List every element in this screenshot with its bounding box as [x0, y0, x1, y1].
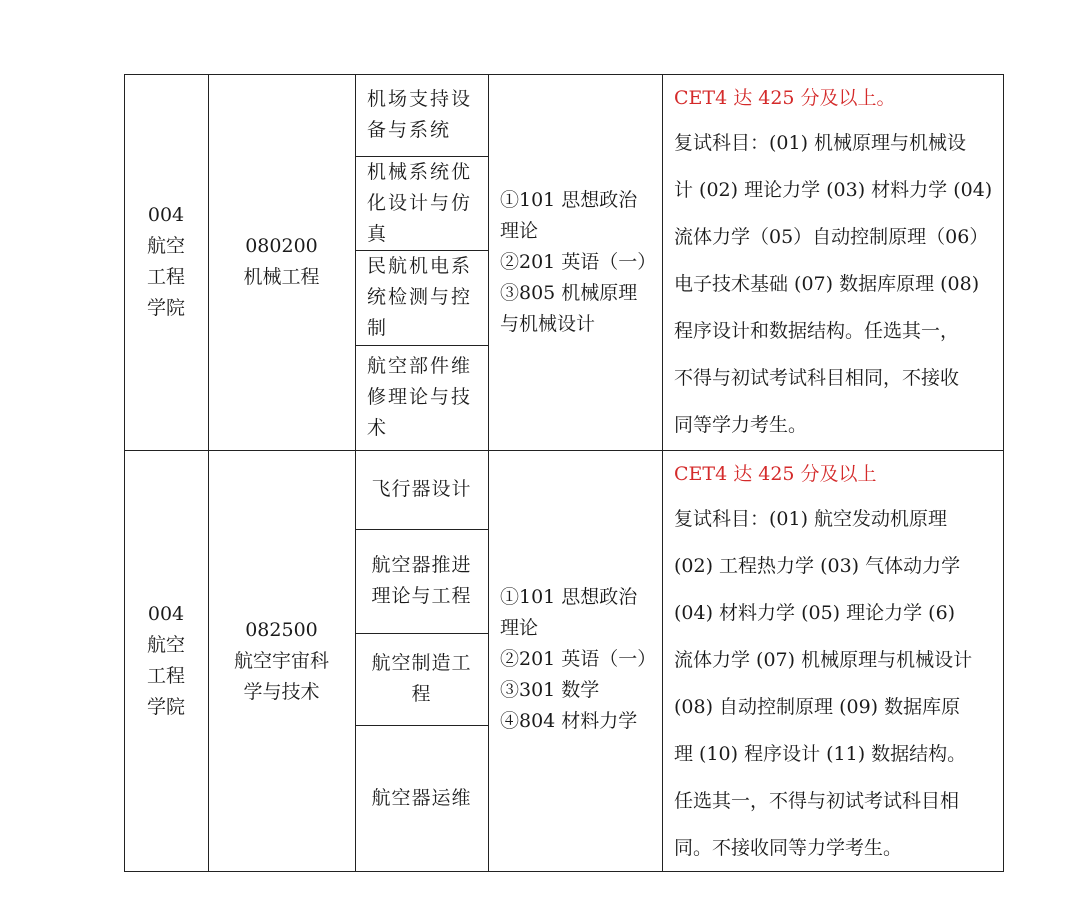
- notes-line: 同。不接收同等力学考生。: [674, 837, 903, 859]
- direction-line: 术: [367, 417, 389, 439]
- notes-line: 电子技术基础 (07) 数据库原理 (08): [674, 273, 980, 295]
- exam-subjects: [488, 582, 662, 737]
- major-name-line: 航空宇宙科: [233, 649, 329, 672]
- notes-line: 任选其一，不得与初试考试科目相: [674, 790, 960, 812]
- table-border: [1003, 74, 1004, 872]
- research-direction: [355, 156, 488, 250]
- notes-line: 同等学力考生。: [674, 414, 808, 436]
- direction-line: 统检测与控: [367, 286, 473, 308]
- exam-subjects: [488, 185, 662, 340]
- notes-line: 复试科目：(01) 航空发动机原理: [674, 508, 948, 530]
- direction-line: 航空制造工: [371, 652, 472, 674]
- exam-line: ④804 材料力学: [500, 710, 638, 732]
- exam-line: ②201 英语（一）: [500, 251, 657, 273]
- cet4-requirement: CET4 达 425 分及以上。: [674, 87, 896, 109]
- divider: [355, 345, 488, 346]
- exam-line: ③301 数学: [500, 679, 600, 701]
- divider: [355, 725, 488, 726]
- notes-line: 计 (02) 理论力学 (03) 材料力学 (04): [674, 179, 993, 201]
- research-direction: [355, 74, 488, 156]
- table-row: [124, 74, 1004, 450]
- college-cell: [124, 74, 208, 450]
- direction-line: 程: [411, 683, 432, 705]
- college-name-line: 工程: [146, 266, 185, 288]
- exam-line: ①101 思想政治: [500, 586, 638, 608]
- notes-line: 理 (10) 程序设计 (11) 数据结构。: [674, 743, 967, 765]
- major-code: 082500: [245, 618, 318, 641]
- notes-line: (04) 材料力学 (05) 理论力学 (6): [674, 602, 956, 624]
- table-border: [124, 871, 1004, 872]
- exam-line: ②201 英语（一）: [500, 648, 657, 670]
- research-direction: [355, 529, 488, 633]
- notes-line: 流体力学 (07) 机械原理与机械设计: [674, 649, 973, 671]
- exam-line: ①101 思想政治: [500, 189, 638, 211]
- direction-line: 备与系统: [367, 119, 452, 141]
- direction-line: 航空器运维: [371, 787, 472, 809]
- table-border: [124, 450, 1004, 451]
- college-name-line: 航空: [146, 235, 185, 257]
- notes-line: (08) 自动控制原理 (09) 数据库原: [674, 696, 961, 718]
- research-direction: [355, 725, 488, 872]
- college-name-line: 航空: [146, 634, 185, 656]
- research-direction: [355, 345, 488, 450]
- notes-line: 程序设计和数据结构。任选其一，: [674, 320, 960, 342]
- table-border: [124, 74, 1004, 75]
- admissions-table: [124, 74, 1004, 872]
- table-border: [355, 74, 356, 872]
- research-direction: [355, 450, 488, 529]
- college-name-line: 学院: [146, 297, 185, 319]
- research-direction: [355, 250, 488, 345]
- notes-line: 流体力学（05）自动控制原理（06）: [674, 226, 989, 248]
- college-code: 004: [147, 603, 185, 625]
- table-border: [662, 74, 663, 872]
- major-code: 080200: [245, 235, 318, 257]
- table-border: [208, 74, 209, 872]
- research-direction: [355, 633, 488, 725]
- direction-line: 航空器推进: [371, 554, 472, 576]
- direction-line: 修理论与技: [367, 386, 473, 408]
- college-name-line: 工程: [146, 665, 185, 687]
- exam-line: 与机械设计: [500, 313, 596, 335]
- divider: [355, 529, 488, 530]
- major-name-line: 学与技术: [243, 680, 320, 703]
- direction-line: 机场支持设: [367, 88, 473, 110]
- table-border: [124, 74, 125, 872]
- direction-line: 飞行器设计: [371, 478, 472, 500]
- table-border: [488, 74, 489, 872]
- notes: [662, 76, 1004, 449]
- college-cell: [124, 450, 208, 872]
- exam-line: 理论: [500, 220, 539, 242]
- cet4-requirement: CET4 达 425 分及以上: [674, 463, 877, 485]
- direction-line: 真: [367, 222, 389, 245]
- direction-line: 机械系统优: [367, 160, 473, 183]
- major-name-line: 机械工程: [243, 266, 320, 288]
- major-cell: [208, 450, 355, 872]
- exam-line: 理论: [500, 617, 539, 639]
- notes-line: 复试科目：(01) 机械原理与机械设: [674, 132, 967, 154]
- notes-line: (02) 工程热力学 (03) 气体动力学: [674, 555, 961, 577]
- divider: [355, 156, 488, 157]
- table-row: [124, 450, 1004, 872]
- college-name-line: 学院: [146, 696, 185, 718]
- notes-line: 不得与初试考试科目相同，不接收: [674, 367, 960, 389]
- direction-line: 制: [367, 317, 389, 339]
- direction-line: 化设计与仿: [367, 191, 473, 214]
- divider: [355, 633, 488, 634]
- notes: [662, 452, 1004, 872]
- direction-line: 航空部件维: [367, 355, 473, 377]
- major-cell: [208, 74, 355, 450]
- exam-line: ③805 机械原理: [500, 282, 638, 304]
- divider: [355, 250, 488, 251]
- direction-line: 民航机电系: [367, 255, 473, 277]
- direction-line: 理论与工程: [371, 585, 472, 607]
- college-code: 004: [147, 204, 185, 226]
